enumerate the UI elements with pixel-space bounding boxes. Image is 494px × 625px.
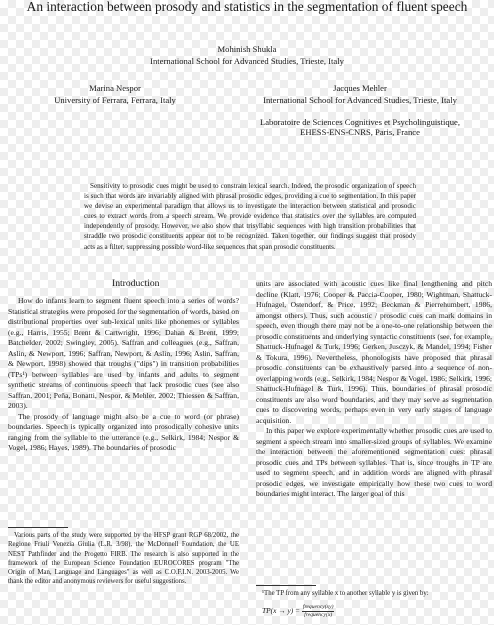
author-3-name: Jacques Mehler (333, 83, 387, 93)
formula-lhs: TP(x → y) = (262, 606, 301, 616)
right-column (256, 279, 492, 500)
formula-denominator: frequency(x) (304, 612, 333, 618)
section-heading: Introduction (112, 278, 160, 289)
author-1-affiliation: International School for Advanced Studies, Trieste, Italy (150, 56, 344, 66)
funding-footnote-text: Various parts of the study were supported by the HFSP grant RGP 68/2002, the Regione Friuli Venezia Giulia (L.R. 3/98), the McDonnell Foundation, the UE NEST Pathfinder and the Progetto FIRB. The research is also supported in the framework of the European Science Foundation EUROCORES program "The Origin of Man, Language and Languages" as well as C.O.F.I.N. 2003-2005. We thank the editor and anonymous reviewers for useful suggestions. (8, 532, 239, 586)
tp-footnote (256, 589, 492, 598)
formula-fraction (302, 604, 335, 619)
author-1-name: Mohinish Shukla (217, 44, 277, 54)
funding-footnote (8, 531, 239, 587)
author-2-affiliation: University of Ferrara, Ferrara, Italy (54, 95, 176, 105)
paragraph: In this paper we explore experimentally whether prosodic cues are used to segment a speech stream into smaller-sized groups of syllables. We examine the interaction between the aforementioned segmentation cues: phrasal prosodic cues and TPs between syllables. That is, since troughs in TP are used to segment speech, and in addition words are aligned with phrasal prosodic edges, we investigate empirically how these two cues to word boundaries might interact. The larger goal of this (256, 426, 492, 498)
abstract (84, 181, 416, 252)
paragraph: units are associated with acoustic cues like final lengthening and pitch decline (Klatt, 1976; Cooper & Paccia-Cooper, 1980; Wightman, Shattuck-Hufnagel, Ostendorf, & Price, 1992; Beckman & Pierrehumbert, 1986, amongst others). Thus, such acoustic / prosodic cues can mark domains in speech, even though there may not be a one-to-one relationship between the prosodic constituents and underlying syntactic constituents (see, for example, Shattuck-Hufnagel & Turk, 1996; Gerken, Jusczyk, & Mandel, 1994; Fisher & Tokura, 1996). Nevertheless, phonologists have proposed that phrasal prosodic constituents can be exhaustively parsed into a sequence of non-overlapping words (e.g., Selkirk, 1984; Nespor & Vogel, 1986; Selkirk, 1996; Shattuck-Hufnagel & Turk, 1996). Thus, boundaries of phrasal prosodic constituents are also word boundaries, and they may serve as segmentation cues to discovering words, perhaps even in very early stages of language acquisition. (256, 279, 492, 425)
abstract-text: Sensitivity to prosodic cues might be used to constrain lexical search. Indeed, the prosodic organization of speech is such that words are invariably aligned with phrasal prosodic edges, providing a cue to segmentation. In this paper we devise an experimental paradigm that allows us to investigate the interaction between statistical and prosodic cues to extract words from a speech stream. We provide evidence that statistics over the syllables are computed independently of prosody. However, we also show that trisyllabic sequences with high transition probabilities that straddle two prosodic constituents appear not to be recognized. Taken together, our findings suggest that prosody acts as a filter, suppressing possible word-like sequences that span prosodic constituents. (84, 182, 416, 251)
footnote-rule (256, 585, 316, 586)
tp-formula (262, 604, 334, 619)
paragraph: How do infants learn to segment fluent speech into a series of words? Statistical strategies were proposed for the segmentation of words, based on distributional properties over sub-lexical units like phonemes or syllables (e.g., Harris, 1955; Brent & Cartwright, 1996; Dahan & Brent, 1999; Batchelder, 2002; Swingley, 2005). Saffran and colleagues (e.g., Saffran, Aslin, & Newport, 1996; Saffran, Newport, & Aslin, 1996; Aslin, Saffran, & Newport, 1998) showed that troughs ("dips") in transition probabilities (TPs¹) between syllables are used by infants and adults to segment synthetic streams of continuous speech that lack prosodic cues (see also Saffran, 2001; Peña, Bonatti, Nespor, & Mehler, 2002; Thiessen & Saffran, 2003). (8, 296, 239, 410)
author-3-affiliation-2: Laboratoire de Sciences Cognitives et Psycholinguistique, EHESS-ENS-CNRS, Paris, France (259, 117, 460, 137)
author-2-name: Marina Nespor (89, 83, 141, 93)
formula-numerator: frequency(xy) (302, 604, 334, 610)
paper-title: An interaction between prosody and statistics in the segmentation of fluent speech (26, 0, 468, 14)
tp-footnote-text: ¹The TP from any syllable x to another syllable y is given by: (262, 590, 429, 597)
left-column (8, 296, 239, 454)
author-3-affiliation: International School for Advanced Studies, Trieste, Italy (263, 95, 457, 105)
paragraph: The prosody of language might also be a cue to word (or phrase) boundaries. Speech is typically organized into prosodically cohesive units ranging from the syllable to the utterance (e.g., Selkirk, 1984; Nespor & Vogel, 1986; Hayes, 1989). The boundaries of prosodic (8, 411, 239, 452)
footnote-rule (8, 527, 68, 528)
